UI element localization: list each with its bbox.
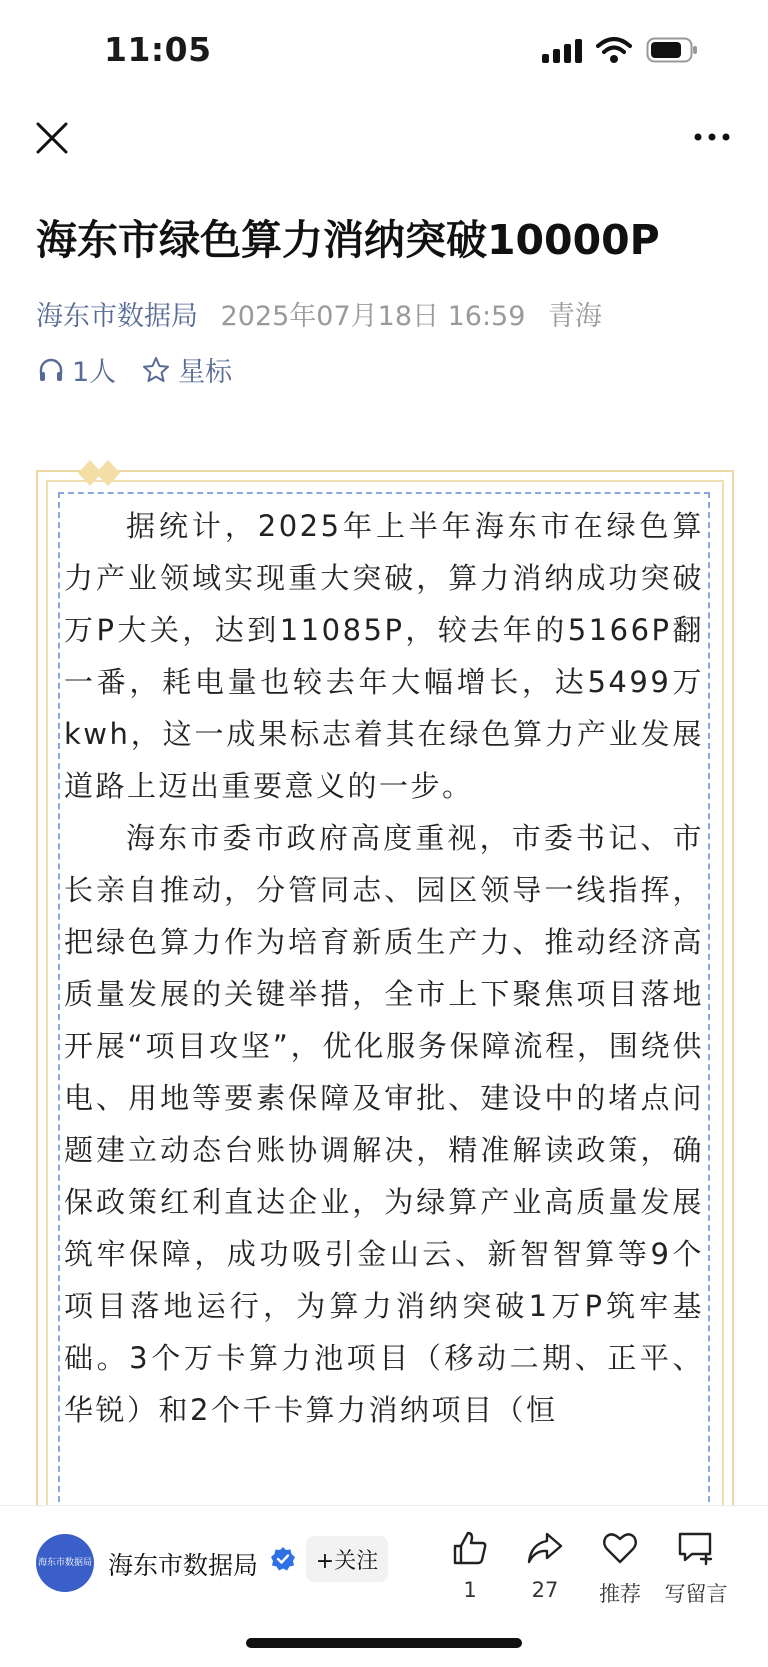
publish-date: 2025年07月18日 16:59	[220, 301, 526, 332]
listen-button[interactable]	[38, 350, 116, 389]
home-indicator	[246, 1638, 522, 1648]
avatar[interactable]: 海东市数据局	[36, 1534, 94, 1592]
write-comment-label: 写留言	[664, 1582, 728, 1606]
article-paragraph: 据统计，2025年上半年海东市在绿色算力产业领域实现重大突破，算力消纳成功突破万P大关，达到11085P，较去年的5166P翻一番，耗电量也较去年大幅增长，达5499万kwh，这一成果标志着其在绿色算力产业发展道路上迈出重要意义的一步。	[64, 509, 704, 803]
account-link[interactable]: 海东市数据局	[36, 301, 198, 332]
recommend-button[interactable]	[580, 1530, 660, 1608]
diamond-ornament-icon	[76, 458, 136, 488]
listen-row	[38, 350, 258, 389]
cellular-signal-icon	[542, 37, 582, 63]
article-body	[64, 500, 704, 1505]
publish-region: 青海	[548, 301, 603, 332]
wifi-icon	[596, 36, 632, 64]
listeners-count: 1人	[72, 357, 117, 388]
star-label: 星标	[178, 357, 233, 388]
status-time: 11:05	[104, 30, 212, 69]
more-options-icon[interactable]	[690, 122, 734, 152]
comment-icon	[676, 1530, 716, 1566]
nav-bar	[0, 112, 768, 172]
heart-icon	[601, 1530, 639, 1566]
share-button[interactable]	[505, 1530, 585, 1602]
share-count: 27	[531, 1578, 559, 1602]
article-title: 海东市绿色算力消纳突破10000P	[36, 216, 660, 264]
star-button[interactable]	[142, 350, 232, 389]
like-count: 1	[463, 1578, 477, 1602]
follow-button[interactable]: +关注	[306, 1536, 388, 1582]
headphones-icon	[38, 357, 64, 383]
write-comment-button[interactable]	[656, 1530, 736, 1608]
recommend-label: 推荐	[599, 1582, 641, 1606]
star-icon	[142, 356, 170, 384]
thumbs-up-icon	[451, 1530, 489, 1566]
bottom-account-name[interactable]: 海东市数据局	[108, 1551, 259, 1580]
verified-badge-icon	[270, 1546, 296, 1572]
like-button[interactable]	[430, 1530, 510, 1602]
status-bar	[0, 0, 768, 100]
battery-icon	[646, 37, 698, 63]
close-icon[interactable]	[30, 116, 74, 160]
article-paragraph: 海东市委市政府高度重视，市委书记、市长亲自推动，分管同志、园区领导一线指挥，把绿色算力作为培育新质生产力、推动经济高质量发展的关键举措，全市上下聚焦项目落地开展“项目攻坚”，优化服务保障流程，围绕供电、用地等要素保障及审批、建设中的堵点问题建立动态台账协调解决，精准解读政策，确保政策红利直达企业，为绿算产业高质量发展筑牢保障，成功吸引金山云、新智智算等9个项目落地运行，为算力消纳突破1万P筑牢基础。3个万卡算力池项目（移动二期、正平、华锐）和2个千卡算力消纳项目（恒	[64, 821, 704, 1427]
status-icons	[542, 36, 698, 64]
article-meta	[36, 294, 602, 333]
share-icon	[526, 1530, 564, 1566]
